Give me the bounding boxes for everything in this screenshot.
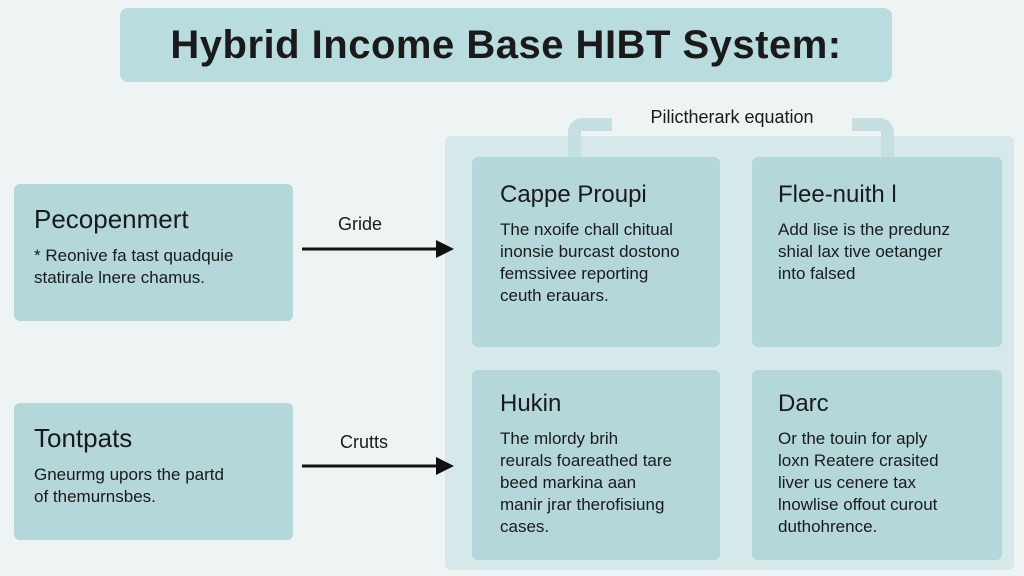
right-box-3-text: The mlordy brih reurals foareathed tare beed markina aan manir jrar therofisiung cases. (500, 429, 672, 536)
group-label: Pilictherark equation (612, 100, 852, 134)
right-box-4-title: Darc (778, 390, 829, 417)
right-box-2-text: Add lise is the predunz shial lax tive oetanger into falsed (778, 220, 950, 283)
right-box-3-title: Hukin (500, 390, 562, 417)
right-box-4-text: Or the touin for aply loxn Reatere crasited liver us cenere tax lnowlise offout curout duthohrence. (778, 429, 939, 536)
left-box-1-title: Pecopenmert (34, 204, 189, 234)
left-box-2-title: Tontpats (34, 423, 133, 453)
arrow-2 (302, 457, 454, 475)
right-box-1-text: The nxoife chall chitual inonsie burcast dostono femssivee reporting ceuth erauars. (500, 220, 680, 305)
right-box-1-title: Cappe Proupi (500, 181, 647, 208)
right-box-4 (752, 370, 1002, 560)
right-box-2 (752, 157, 1002, 347)
arrow-1 (302, 240, 454, 258)
right-box-2-title: Flee-nuith l (778, 181, 897, 208)
left-box-2-text: Gneurmg upors the partd of themurnsbes. (34, 465, 224, 506)
right-box-1 (472, 157, 720, 347)
left-box-1-text: * Reonive fa tast quadquie statirale lnere chamus. (34, 246, 234, 287)
arrow-1-label: Gride (338, 214, 383, 234)
arrow-2-label: Crutts (340, 432, 389, 452)
diagram-title: Hybrid Income Base HIBT System: (170, 22, 842, 67)
right-box-3 (472, 370, 720, 560)
